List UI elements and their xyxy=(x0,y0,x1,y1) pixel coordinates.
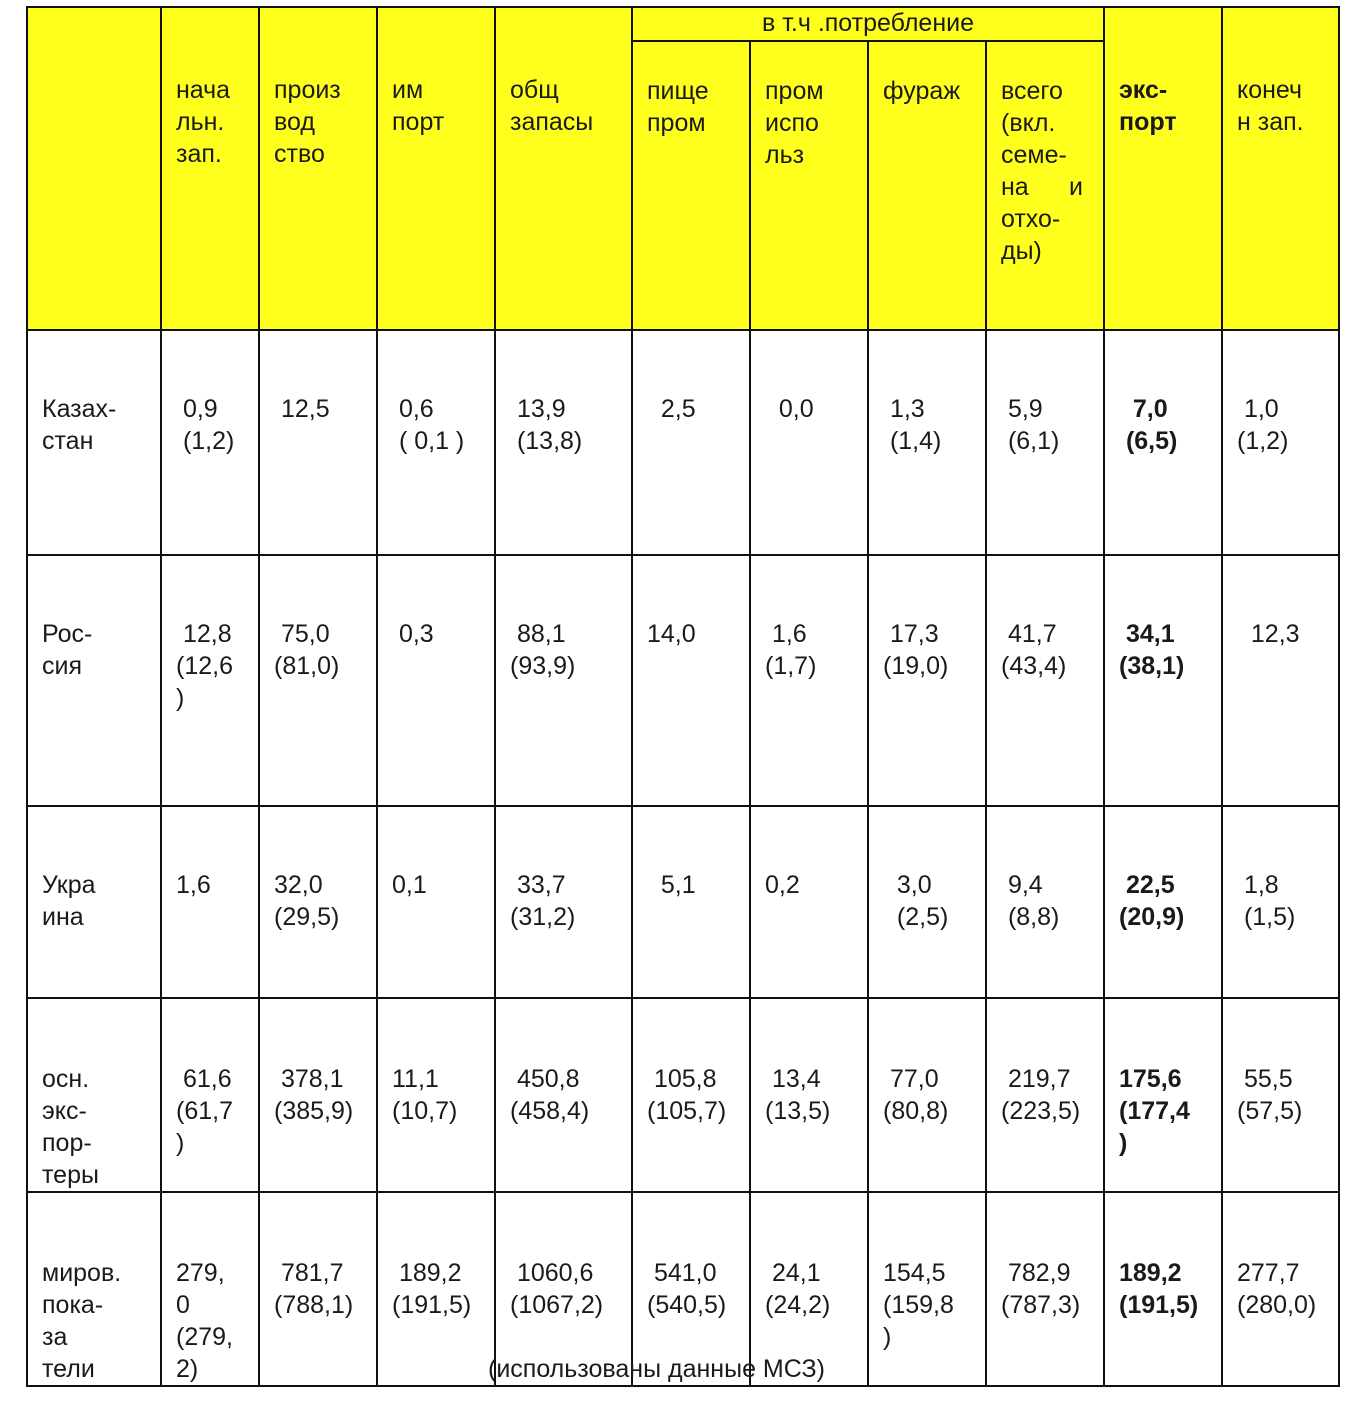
cell-end xyxy=(1222,998,1339,1192)
cell-total_supply xyxy=(495,555,632,806)
cell-line: (191,5) xyxy=(392,1291,472,1319)
cell-end xyxy=(1222,806,1339,998)
cell-food xyxy=(632,555,750,806)
cell-line: (8,8) xyxy=(1001,903,1060,931)
cell-export xyxy=(1104,1192,1222,1386)
cell-prod xyxy=(259,555,377,806)
cell-line: (29,5) xyxy=(274,903,340,931)
cell-line: 32,0 xyxy=(274,871,323,899)
column-header-prod xyxy=(259,7,377,330)
cell-industrial xyxy=(750,806,868,998)
cell-line: отхо- xyxy=(1001,205,1061,233)
cell-feed xyxy=(868,806,986,998)
row-label xyxy=(27,998,161,1192)
row-label xyxy=(27,555,161,806)
cell-line: (93,9) xyxy=(510,652,576,680)
cell-start xyxy=(161,806,259,998)
cell-line: ство xyxy=(274,140,325,168)
cell-feed xyxy=(868,330,986,555)
cell-total_use xyxy=(986,555,1104,806)
cell-line: (81,0) xyxy=(274,652,340,680)
cell-line: (787,3) xyxy=(1001,1291,1081,1319)
cell-line: (280,0) xyxy=(1237,1291,1317,1319)
cell-line: (31,2) xyxy=(510,903,576,931)
cell-line: льз xyxy=(765,141,805,169)
cell-start xyxy=(161,330,259,555)
cell-line: (2,5) xyxy=(883,903,949,931)
cell-line: (24,2) xyxy=(765,1291,831,1319)
cell-line: ) xyxy=(883,1323,892,1351)
cell-prod xyxy=(259,806,377,998)
cell-line: Казах- xyxy=(42,395,117,423)
cell-line: 7,0 xyxy=(1119,395,1168,423)
cell-prod xyxy=(259,1192,377,1386)
cell-line: порт xyxy=(392,108,445,136)
cell-end xyxy=(1222,330,1339,555)
column-header-food xyxy=(632,41,750,330)
cell-export xyxy=(1104,806,1222,998)
cell-line: льн. xyxy=(176,108,225,136)
cell-line: ) xyxy=(176,1129,185,1157)
cell-food xyxy=(632,806,750,998)
cell-line: 782,9 xyxy=(1001,1259,1071,1287)
cell-line: экс- xyxy=(42,1097,87,1125)
cell-line: испо xyxy=(765,109,819,137)
cell-total_supply xyxy=(495,806,632,998)
table-row xyxy=(27,330,1339,555)
cell-line: (279, xyxy=(176,1323,233,1351)
cell-total_supply xyxy=(495,998,632,1192)
cell-line: пром xyxy=(765,77,824,105)
column-header-export xyxy=(1104,7,1222,330)
cell-line: 55,5 xyxy=(1237,1065,1293,1093)
cell-feed xyxy=(868,555,986,806)
cell-line: 75,0 xyxy=(274,620,330,648)
cell-line: экс- xyxy=(1119,76,1168,104)
cell-line: (1,5) xyxy=(1237,903,1296,931)
cell-line: 0,1 xyxy=(392,871,427,899)
cell-line: 2,5 xyxy=(647,395,696,423)
table-row xyxy=(27,806,1339,998)
row-label xyxy=(27,806,161,998)
cell-line: семе- xyxy=(1001,141,1067,169)
row-label xyxy=(27,330,161,555)
cell-import xyxy=(377,1192,495,1386)
cell-line: сия xyxy=(42,652,83,680)
cell-line: 0,3 xyxy=(392,620,434,648)
cell-line: ) xyxy=(1119,1129,1128,1157)
cell-line: (10,7) xyxy=(392,1097,458,1125)
cell-line: им xyxy=(392,76,424,104)
cell-line: теры xyxy=(42,1161,99,1189)
cell-industrial xyxy=(750,998,868,1192)
cell-line: вод xyxy=(274,108,315,136)
cell-line: фураж xyxy=(883,77,961,105)
cell-line: (13,5) xyxy=(765,1097,831,1125)
cell-line: (191,5) xyxy=(1119,1291,1199,1319)
row-label xyxy=(27,1192,161,1386)
cell-line: 541,0 xyxy=(647,1259,717,1287)
cell-line: 450,8 xyxy=(510,1065,580,1093)
cell-line: (788,1) xyxy=(274,1291,354,1319)
cell-line: (1,2) xyxy=(176,427,235,455)
cell-line: стан xyxy=(42,427,94,455)
cell-line: (6,5) xyxy=(1119,427,1178,455)
cell-feed xyxy=(868,998,986,1192)
cell-line: 2) xyxy=(176,1355,199,1383)
cell-line: 189,2 xyxy=(392,1259,462,1287)
cell-line: (61,7 xyxy=(176,1097,233,1125)
cell-line: (12,6 xyxy=(176,652,233,680)
cell-line: пром xyxy=(647,109,706,137)
cell-line: (1,4) xyxy=(883,427,942,455)
cell-line: за xyxy=(42,1323,68,1351)
cell-end xyxy=(1222,555,1339,806)
cell-total_use xyxy=(986,806,1104,998)
cell-line: (159,8 xyxy=(883,1291,954,1319)
cell-line: (223,5) xyxy=(1001,1097,1081,1125)
cell-export xyxy=(1104,555,1222,806)
cell-line: 9,4 xyxy=(1001,871,1043,899)
cell-line: 17,3 xyxy=(883,620,939,648)
footnote: (использованы данные МСЗ) xyxy=(488,1355,825,1383)
cell-line: 22,5 xyxy=(1119,871,1175,899)
grain-balance-table xyxy=(26,6,1340,1387)
cell-line: н зап. xyxy=(1237,108,1304,136)
cell-line: 175,6 xyxy=(1119,1065,1182,1093)
cell-line: ) xyxy=(176,684,185,712)
cell-line: 1060,6 xyxy=(510,1259,594,1287)
cell-industrial xyxy=(750,555,868,806)
cell-line: на и xyxy=(1001,173,1083,201)
cell-line: 378,1 xyxy=(274,1065,344,1093)
cell-line: (43,4) xyxy=(1001,652,1067,680)
cell-total_use xyxy=(986,998,1104,1192)
cell-start xyxy=(161,998,259,1192)
cell-line: (458,4) xyxy=(510,1097,590,1125)
cell-line: конеч xyxy=(1237,76,1303,104)
cell-line: 13,4 xyxy=(765,1065,821,1093)
cell-end xyxy=(1222,1192,1339,1386)
cell-line: (540,5) xyxy=(647,1291,727,1319)
cell-export xyxy=(1104,330,1222,555)
cell-line: (6,1) xyxy=(1001,427,1060,455)
cell-line: ( 0,1 ) xyxy=(392,427,465,455)
cell-line: Укра xyxy=(42,871,96,899)
cell-line: ина xyxy=(42,903,84,931)
cell-import xyxy=(377,806,495,998)
cell-industrial xyxy=(750,330,868,555)
cell-line: запасы xyxy=(510,108,594,136)
cell-line: 0,0 xyxy=(765,395,814,423)
cell-line: 1,6 xyxy=(765,620,807,648)
column-header-industrial xyxy=(750,41,868,330)
column-header-end xyxy=(1222,7,1339,330)
cell-line: тели xyxy=(42,1355,95,1383)
cell-line: 77,0 xyxy=(883,1065,939,1093)
cell-line: осн. xyxy=(42,1065,90,1093)
cell-line: 3,0 xyxy=(883,871,932,899)
cell-line: 14,0 xyxy=(647,620,696,648)
cell-line: (80,8) xyxy=(883,1097,949,1125)
cell-line: Рос- xyxy=(42,620,93,648)
cell-line: (вкл. xyxy=(1001,109,1056,137)
cell-export xyxy=(1104,998,1222,1192)
header-row xyxy=(27,7,1339,41)
cell-food xyxy=(632,998,750,1192)
cell-line: 5,9 xyxy=(1001,395,1043,423)
cell-line: всего xyxy=(1001,77,1063,105)
cell-line: 1,3 xyxy=(883,395,925,423)
cell-line: 0 xyxy=(176,1291,190,1319)
column-header-start xyxy=(161,7,259,330)
cell-line: 279, xyxy=(176,1259,225,1287)
table-row xyxy=(27,998,1339,1192)
cell-prod xyxy=(259,998,377,1192)
cell-line: (57,5) xyxy=(1237,1097,1303,1125)
cell-line: (1,7) xyxy=(765,652,817,680)
cell-line: 189,2 xyxy=(1119,1259,1182,1287)
cell-total_use xyxy=(986,1192,1104,1386)
cell-start xyxy=(161,555,259,806)
cell-line: 1,6 xyxy=(176,871,211,899)
column-header-total_supply xyxy=(495,7,632,330)
cell-import xyxy=(377,555,495,806)
cell-line: пока- xyxy=(42,1291,104,1319)
cell-line: (177,4 xyxy=(1119,1097,1190,1125)
cell-line: 277,7 xyxy=(1237,1259,1300,1287)
cell-line: 13,9 xyxy=(510,395,566,423)
cell-line: 0,2 xyxy=(765,871,800,899)
cell-line: произ xyxy=(274,76,341,104)
cell-line: 34,1 xyxy=(1119,620,1175,648)
table-row xyxy=(27,555,1339,806)
cell-line: (105,7) xyxy=(647,1097,727,1125)
cell-line: общ xyxy=(510,76,559,104)
cell-line: 12,3 xyxy=(1237,620,1300,648)
cell-feed xyxy=(868,1192,986,1386)
cell-line: 24,1 xyxy=(765,1259,821,1287)
cell-line: (20,9) xyxy=(1119,903,1185,931)
cell-line: нача xyxy=(176,76,231,104)
column-header-feed xyxy=(868,41,986,330)
cell-line: 154,5 xyxy=(883,1259,946,1287)
corner-cell xyxy=(27,7,161,330)
cell-line: 5,1 xyxy=(647,871,696,899)
cell-line: 88,1 xyxy=(510,620,566,648)
cell-total_supply xyxy=(495,330,632,555)
cell-import xyxy=(377,330,495,555)
consumption-group-header: в т.ч .потребление xyxy=(632,7,1104,41)
cell-line: 11,1 xyxy=(392,1065,439,1093)
cell-line: 1,0 xyxy=(1237,395,1279,423)
cell-line: (13,8) xyxy=(510,427,583,455)
cell-line: 1,8 xyxy=(1237,871,1279,899)
cell-line: 0,6 xyxy=(392,395,434,423)
cell-line: 105,8 xyxy=(647,1065,717,1093)
cell-import xyxy=(377,998,495,1192)
cell-line: 61,6 xyxy=(176,1065,232,1093)
cell-line: 41,7 xyxy=(1001,620,1057,648)
cell-food xyxy=(632,330,750,555)
cell-start xyxy=(161,1192,259,1386)
cell-line: ды) xyxy=(1001,237,1042,265)
cell-prod xyxy=(259,330,377,555)
cell-line: 12,5 xyxy=(274,395,330,423)
column-header-total_use xyxy=(986,41,1104,330)
cell-line: (385,9) xyxy=(274,1097,354,1125)
cell-line: (1,2) xyxy=(1237,427,1289,455)
cell-total_use xyxy=(986,330,1104,555)
cell-line: 781,7 xyxy=(274,1259,344,1287)
cell-line: 0,9 xyxy=(176,395,218,423)
cell-line: (1067,2) xyxy=(510,1291,604,1319)
cell-line: 219,7 xyxy=(1001,1065,1071,1093)
cell-line: 33,7 xyxy=(510,871,566,899)
column-header-import xyxy=(377,7,495,330)
cell-line: миров. xyxy=(42,1259,122,1287)
cell-line: 12,8 xyxy=(176,620,232,648)
cell-line: пище xyxy=(647,77,709,105)
cell-line: (19,0) xyxy=(883,652,949,680)
cell-line: пор- xyxy=(42,1129,92,1157)
cell-line: (38,1) xyxy=(1119,652,1185,680)
cell-line: порт xyxy=(1119,108,1177,136)
cell-line: зап. xyxy=(176,140,222,168)
